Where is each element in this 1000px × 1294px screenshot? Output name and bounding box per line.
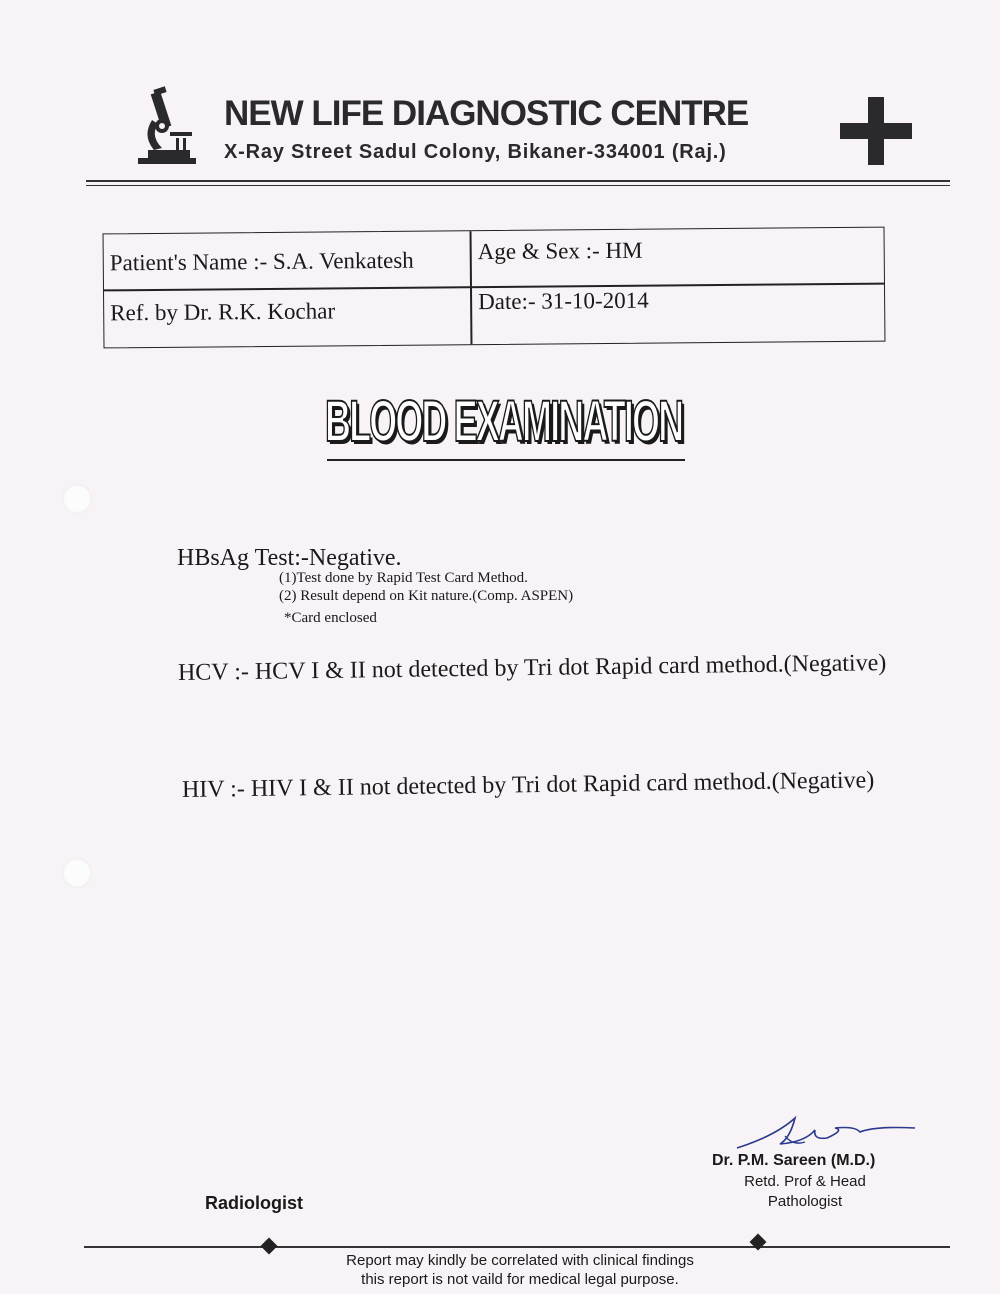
clinic-name: NEW LIFE DIAGNOSTIC CENTRE (224, 94, 749, 133)
header-divider (86, 185, 950, 186)
clinic-address: X-Ray Street Sadul Colony, Bikaner-334001 (Raj.) (224, 141, 727, 163)
hbsag-note: (1)Test done by Rapid Test Card Method. (279, 570, 528, 586)
footer-divider (84, 1246, 950, 1248)
patient-name: Patient's Name :- S.A. Venkatesh (109, 247, 414, 276)
radiologist-label: Radiologist (205, 1193, 303, 1213)
hbsag-note: *Card enclosed (284, 610, 377, 626)
title-underline (327, 459, 685, 461)
hiv-result: HIV :- HIV I & II not detected by Tri dot Rapid card method.(Negative) (181, 767, 875, 803)
header-divider (86, 180, 950, 182)
report-date: Date:- 31-10-2014 (478, 287, 649, 315)
hcv-result: HCV :- HCV I & II not detected by Tri dot Rapid card method.(Negative) (177, 650, 887, 686)
age-sex: Age & Sex :- HM (477, 237, 643, 265)
medical-cross-icon (840, 97, 912, 165)
footer-note: this report is not vaild for medical legal purpose. (361, 1271, 679, 1288)
patient-info-table (103, 227, 886, 349)
referring-doctor: Ref. by Dr. R.K. Kochar (110, 298, 336, 326)
doctor-name: Dr. P.M. Sareen (M.D.) (712, 1152, 876, 1169)
punch-hole (62, 484, 92, 514)
doctor-title: Retd. Prof & Head (744, 1173, 866, 1190)
hbsag-result: HBsAg Test:-Negative. (177, 545, 402, 571)
footer-note: Report may kindly be correlated with clinical findings (346, 1252, 694, 1269)
doctor-role: Pathologist (767, 1193, 843, 1210)
hbsag-note: (2) Result depend on Kit nature.(Comp. ASPEN) (279, 588, 574, 604)
report-title: BLOOD EXAMINATION (325, 389, 683, 454)
signature (735, 1108, 920, 1158)
punch-hole (62, 858, 92, 888)
diamond-ornament (750, 1234, 767, 1251)
microscope-icon (134, 86, 200, 166)
